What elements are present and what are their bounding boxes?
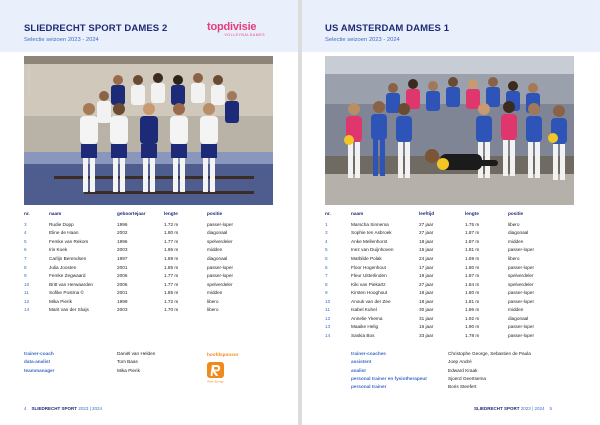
player-height: 1.75 m: [465, 221, 480, 227]
player-nr: 5: [325, 255, 328, 261]
sponsor-logo-text: Rosé Energy: [207, 379, 224, 384]
player-age: 17 jaar: [419, 264, 434, 270]
player-name: Mika Pierik: [49, 298, 72, 304]
table-row: [24, 229, 267, 238]
player-height: 1.70 m: [164, 307, 179, 313]
right-season-subtitle: Selectie seizoen 2023 - 2024: [325, 37, 400, 43]
player-nr: 12: [24, 298, 30, 304]
player-age: 18 jaar: [419, 238, 434, 244]
left-page-number: 4: [24, 406, 27, 411]
player-position: passer-loper: [508, 332, 535, 338]
player-name: Rudie Dopp: [49, 221, 74, 227]
table-row: [325, 263, 568, 272]
player-name: Marit van der Sluijs: [49, 307, 89, 313]
player-name: Anke Mellenhorst: [351, 238, 388, 244]
logo-wordmark: topdivisie: [207, 21, 257, 33]
player-height: 1.77 m: [164, 281, 179, 287]
table-row: [24, 254, 267, 263]
player-name: Sofike Postma ©: [49, 290, 84, 296]
table-row: [325, 246, 568, 255]
col-positie: positie: [207, 211, 223, 217]
player-nr: 10: [325, 298, 331, 304]
player-position: libero: [207, 298, 219, 304]
player-position: diagonaal: [207, 230, 228, 236]
player-name: Marscha Sinnema: [351, 221, 389, 227]
photo-credit: Foto: Ronald Rieken: [27, 66, 31, 94]
sponsor-label: hoofdsponsor: [207, 352, 239, 357]
player-nr: 9: [325, 290, 328, 296]
player-name: Eline de Haan: [49, 230, 79, 236]
staff-role: assistent: [351, 359, 372, 365]
player-age: 27 jaar: [419, 230, 434, 236]
player-nr: 9: [24, 273, 27, 279]
player-position: spelverdeler: [207, 238, 233, 244]
player-position: passer-loper: [207, 221, 234, 227]
player-height: 1.85 m: [164, 290, 179, 296]
player-height: 1.72 m: [164, 221, 179, 227]
staff-role: data-analist: [24, 359, 51, 365]
player-height: 1.85 m: [164, 264, 179, 270]
player-birthyear: 2006: [117, 273, 128, 279]
table-row: [24, 280, 267, 289]
player-position: passer-loper: [508, 298, 535, 304]
player-nr: 8: [325, 281, 328, 287]
player-birthyear: 2001: [117, 290, 128, 296]
table-row: [325, 331, 568, 340]
staff-role: trainer-coaches: [351, 351, 386, 356]
player-name: Kiki van Piekartz: [351, 281, 386, 287]
player-position: midden: [508, 307, 524, 313]
player-age: 18 jaar: [419, 290, 434, 296]
staff-name: Christophe George, Sebastien de Paula: [448, 351, 531, 356]
player-age: 19 jaar: [419, 273, 434, 279]
player-age: 15 jaar: [419, 247, 434, 253]
player-height: 1.81 m: [465, 298, 480, 304]
player-position: libero: [508, 255, 520, 261]
staff-role: personal trainer en fysiotherapeut: [351, 375, 427, 381]
player-age: 27 jaar: [419, 281, 434, 287]
col-positie: positie: [508, 211, 524, 217]
player-height: 1.80 m: [465, 264, 480, 270]
right-page-number: 5: [549, 406, 553, 411]
staff-name: Tom Baas: [117, 359, 138, 365]
player-position: spelverdeler: [508, 273, 534, 279]
roster-header-row: [325, 210, 568, 220]
left-roster-table: [24, 210, 267, 314]
player-position: spelverdeler: [508, 281, 534, 287]
sponsor-logo: [207, 362, 224, 384]
player-nr: 7: [24, 255, 27, 261]
col-lengte: lengte: [465, 211, 479, 217]
left-team-photo: [24, 56, 273, 205]
player-position: spelverdeler: [207, 281, 233, 287]
left-footer-year: 2023 | 2024: [78, 406, 103, 411]
player-nr: 7: [325, 273, 328, 279]
right-team-title: US AMSTERDAM DAMES 1: [325, 23, 450, 34]
col-nr: nr.: [24, 211, 30, 217]
table-row: [24, 220, 267, 229]
player-position: libero: [207, 307, 219, 313]
player-birthyear: 1996: [117, 221, 128, 227]
player-height: 1.86 m: [465, 307, 480, 313]
table-row: [325, 314, 568, 323]
player-birthyear: 2003: [117, 247, 128, 253]
table-row: [325, 323, 568, 332]
player-birthyear: 1997: [117, 255, 128, 261]
player-nr: 12: [325, 315, 331, 321]
table-row: [325, 237, 568, 246]
player-nr: 13: [325, 324, 331, 330]
staff-row: [351, 384, 531, 392]
player-nr: 5: [24, 238, 27, 244]
staff-row: [24, 351, 155, 359]
player-height: 1.87 m: [465, 230, 480, 236]
player-height: 1.81 m: [465, 247, 480, 253]
staff-row: [351, 359, 531, 367]
table-row: [325, 305, 568, 314]
table-row: [325, 271, 568, 280]
player-name: Annelie Ykema: [351, 315, 383, 321]
player-nr: 3: [325, 230, 328, 236]
player-name: Kirsten Hooghout: [351, 290, 388, 296]
table-row: [325, 297, 568, 306]
player-name: Anouk van der Zee: [351, 298, 391, 304]
player-nr: 4: [24, 230, 27, 236]
player-name: Carlijn Berendsen: [49, 255, 87, 261]
player-age: 18 jaar: [419, 298, 434, 304]
player-name: Saskia Bos: [351, 332, 375, 338]
player-nr: 4: [325, 238, 328, 244]
player-nr: 11: [24, 290, 29, 296]
player-name: Sophie ten Asbroek: [351, 230, 392, 236]
player-birthyear: 2001: [117, 264, 128, 270]
player-name: Floor Hogenhout: [351, 264, 386, 270]
left-footer: [24, 406, 102, 411]
player-birthyear: 1996: [117, 238, 128, 244]
player-height: 1.86 m: [164, 247, 179, 253]
table-row: [24, 297, 267, 306]
col-naam: naam: [351, 211, 364, 217]
player-nr: 14: [24, 307, 30, 313]
table-row: [24, 237, 267, 246]
player-nr: 6: [24, 247, 27, 253]
player-nr: 3: [24, 221, 27, 227]
staff-name: Sjoerd Geertsema: [448, 375, 487, 381]
player-position: passer-loper: [207, 273, 234, 279]
table-row: [24, 246, 267, 255]
topdivisie-logo: [207, 21, 267, 41]
player-name: Mathilde Polak: [351, 255, 382, 261]
left-footer-brand: SLIEDRECHT SPORT: [31, 406, 78, 411]
player-nr: 6: [325, 264, 328, 270]
player-position: passer-loper: [207, 264, 234, 270]
staff-row: [351, 376, 531, 384]
player-age: 24 jaar: [419, 255, 434, 261]
player-height: 1.84 m: [465, 281, 480, 287]
player-height: 1.78 m: [465, 332, 480, 338]
player-name: Fleur Uitterlinden: [351, 273, 387, 279]
player-height: 1.80 m: [164, 230, 179, 236]
player-position: libero: [508, 221, 520, 227]
player-position: passer-loper: [508, 324, 535, 330]
player-position: passer-loper: [508, 290, 535, 296]
player-position: passer-loper: [508, 264, 535, 270]
player-name: Isabel Kuhel: [351, 307, 377, 313]
player-age: 16 jaar: [419, 324, 434, 330]
player-name: Britt van Herwaarden: [49, 281, 94, 287]
player-height: 1.77 m: [164, 238, 179, 244]
staff-role: teammanager: [24, 367, 55, 373]
player-height: 1.77 m: [164, 273, 179, 279]
table-row: [325, 254, 568, 263]
staff-row: [24, 359, 155, 367]
staff-name: Mika Pierik: [117, 367, 140, 373]
player-position: passer-loper: [508, 247, 535, 253]
table-row: [24, 288, 267, 297]
player-nr: 5: [325, 247, 328, 253]
table-row: [24, 305, 267, 314]
roster-header-row: [24, 210, 267, 220]
staff-role: trainer-coach: [24, 351, 54, 356]
right-staff-list: [351, 351, 531, 392]
table-row: [325, 220, 568, 229]
player-birthyear: 2003: [117, 307, 128, 313]
player-position: midden: [207, 247, 223, 253]
staff-name: Edward Kraak: [448, 367, 478, 373]
staff-row: [24, 368, 155, 376]
player-age: 30 jaar: [419, 307, 434, 313]
player-age: 27 jaar: [419, 221, 434, 227]
left-page: [0, 0, 298, 425]
player-position: diagonaal: [508, 230, 529, 236]
player-position: midden: [207, 290, 223, 296]
player-name: Julia Joosten: [49, 264, 77, 270]
player-birthyear: 1999: [117, 298, 128, 304]
right-footer: [474, 406, 552, 411]
right-roster-table: [325, 210, 568, 340]
right-footer-brand: SLIEDRECHT SPORT: [474, 406, 520, 411]
left-season-subtitle: Selectie seizoen 2023 - 2024: [24, 37, 99, 43]
player-height: 1.92 m: [465, 315, 480, 321]
table-row: [325, 288, 568, 297]
player-name: Inez van Duijnhoven: [351, 247, 394, 253]
staff-role: personal trainer: [351, 384, 387, 390]
col-leeftijd: leeftijd: [419, 211, 435, 217]
player-height: 1.89 m: [164, 255, 179, 261]
table-row: [24, 263, 267, 272]
col-naam: naam: [49, 211, 62, 217]
player-height: 1.87 m: [465, 273, 480, 279]
player-height: 1.80 m: [465, 290, 480, 296]
player-height: 1.72 m: [164, 298, 179, 304]
right-footer-year: 2023 | 2024: [520, 406, 545, 411]
right-team-photo: [325, 56, 574, 205]
player-age: 31 jaar: [419, 315, 434, 321]
col-nr: nr.: [325, 211, 331, 217]
table-row: [24, 271, 267, 280]
staff-role: analist: [351, 367, 366, 373]
player-nr: 11: [325, 307, 330, 313]
table-row: [325, 229, 568, 238]
staff-name: Daniël van Helden: [117, 351, 156, 356]
player-name: Femke van Rekom: [49, 238, 89, 244]
player-height: 1.87 m: [465, 238, 480, 244]
player-name: Femke Zegwaard: [49, 273, 86, 279]
player-name: Maaike Helig: [351, 324, 379, 330]
col-lengte: lengte: [164, 211, 178, 217]
player-height: 1.69 m: [465, 255, 480, 261]
player-position: midden: [508, 238, 524, 244]
player-height: 1.90 m: [465, 324, 480, 330]
table-row: [325, 280, 568, 289]
staff-name: Joep André: [448, 359, 472, 365]
col-geboortejaar: geboortejaar: [117, 211, 146, 217]
right-page: [302, 0, 600, 425]
staff-row: [351, 351, 531, 359]
player-position: diagonaal: [508, 315, 529, 321]
player-nr: 14: [325, 332, 331, 338]
left-staff-list: [24, 351, 155, 376]
player-birthyear: 2002: [117, 230, 128, 236]
staff-row: [351, 368, 531, 376]
player-nr: 8: [24, 264, 27, 270]
player-name: Iris Koek: [49, 247, 68, 253]
logo-subline: VOLLEYBALDAMES: [224, 33, 265, 37]
player-birthyear: 2006: [117, 281, 128, 287]
player-nr: 10: [24, 281, 30, 287]
staff-name: Boris Steefert: [448, 384, 477, 390]
left-team-title: SLIEDRECHT SPORT DAMES 2: [24, 23, 168, 34]
player-position: diagonaal: [207, 255, 228, 261]
player-age: 33 jaar: [419, 332, 434, 338]
player-nr: 1: [325, 221, 328, 227]
